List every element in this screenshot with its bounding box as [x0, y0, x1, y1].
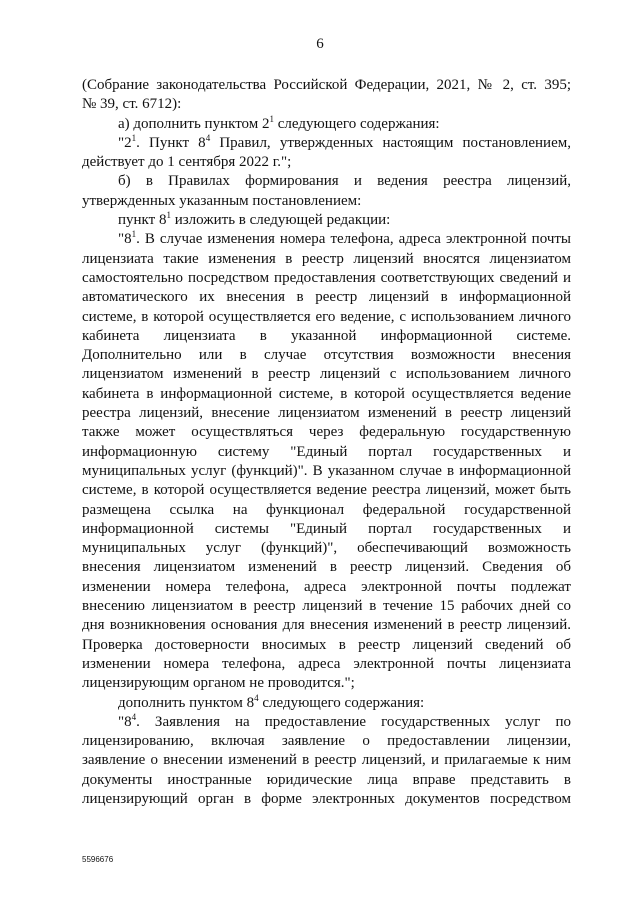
text-line: изменении номера телефона, адреса электронной почты лицензиата: [82, 655, 571, 672]
text-line: также может осуществляться через федеральную государственную: [82, 424, 571, 441]
text-line: "$2^1$. Пункт $8^4$ Правил, утвержденных настоящим постановлением,: [118, 132, 571, 151]
text-line: дня возникновения основания для внесения изменений в реестр лицензий.: [82, 617, 571, 634]
text-line: внесения лицензиатом изменений в реестр лицензий. Сведения об: [82, 559, 571, 576]
text-line: системе, в которой осуществляется ведение реестра лицензий, может быть: [82, 482, 571, 499]
text-line: лицензированию, включая заявление о предоставлении лицензии,: [82, 733, 571, 750]
text-line: утвержденных указанным постановлением:: [82, 192, 362, 209]
text-line: размещена ссылка на функционал федеральной государственной: [82, 501, 571, 518]
text-line: системе, в которой осуществляется его ведение, с использованием личного: [82, 308, 571, 325]
text-line: реестра лицензий, внесение лицензиатом изменений в реестр лицензий: [82, 405, 571, 422]
text-line: лицензирующим органом не проводится.";: [82, 675, 355, 692]
text-line: кабинета лицензиата в указанной информационной системе.: [82, 327, 571, 344]
text-line: лицензирующий орган в форме электронных документов посредством: [82, 790, 571, 807]
text-line: "$8^1$. В случае изменения номера телефона, адреса электронной почты: [118, 229, 571, 248]
text-line: заявление о внесении изменений в реестр лицензий, и прилагаемые к ним: [82, 752, 571, 769]
text-line: муниципальных услуг (функций)", обеспечивающий возможность: [82, 540, 571, 557]
text-line: самостоятельно посредством предоставления соответствующих сведений и: [82, 269, 571, 286]
text-line: муниципальных услуг (функций)". В указанном случае в информационной: [82, 462, 571, 479]
text-line: действует до 1 сентября 2022 г.";: [82, 154, 292, 171]
document-code: 5596676: [82, 855, 114, 864]
text-line: "$8^4$. Заявления на предоставление государственных услуг по: [118, 711, 571, 730]
text-line: изменении номера телефона, адреса электронной почты подлежат: [82, 578, 571, 595]
page-number: 6: [316, 36, 324, 52]
text-line: кабинета в информационной системе, в которой осуществляется ведение: [82, 385, 571, 402]
text-line: лицензиатом изменений в реестр лицензий с использованием личного: [82, 366, 571, 383]
text-line: дополнить пунктом $8^4$ следующего содержания:: [118, 692, 425, 711]
text-line: информационной системы "Единый портал государственных и: [82, 520, 571, 537]
text-line: документы иностранные юридические лица вправе представить в: [82, 771, 571, 788]
text-line: информационную систему "Единый портал государственных и: [82, 443, 571, 460]
text-line: Дополнительно или в случае отсутствия возможности внесения: [82, 347, 571, 364]
text-line: б) в Правилах формирования и ведения реестра лицензий,: [118, 173, 571, 190]
text-line: внесению лицензиатом в реестр лицензий в течение 15 рабочих дней со: [82, 598, 571, 615]
text-line: (Собрание законодательства Российской Федерации, 2021, № 2, ст. 395;: [82, 77, 571, 93]
text-line: автоматического их внесения в реестр лицензий в информационной: [82, 289, 571, 306]
text-line: пункт $8^1$ изложить в следующей редакции:: [118, 210, 391, 229]
document-body: [82, 76, 571, 809]
text-line: № 39, ст. 6712):: [82, 96, 182, 113]
text-line: Проверка достоверности вносимых в реестр лицензий сведений об: [82, 636, 571, 653]
text-line: а) дополнить пунктом $2^1$ следующего содержания:: [118, 113, 440, 132]
text-line: лицензиата такие изменения в реестр лицензий вносятся лицензиатом: [82, 250, 571, 267]
